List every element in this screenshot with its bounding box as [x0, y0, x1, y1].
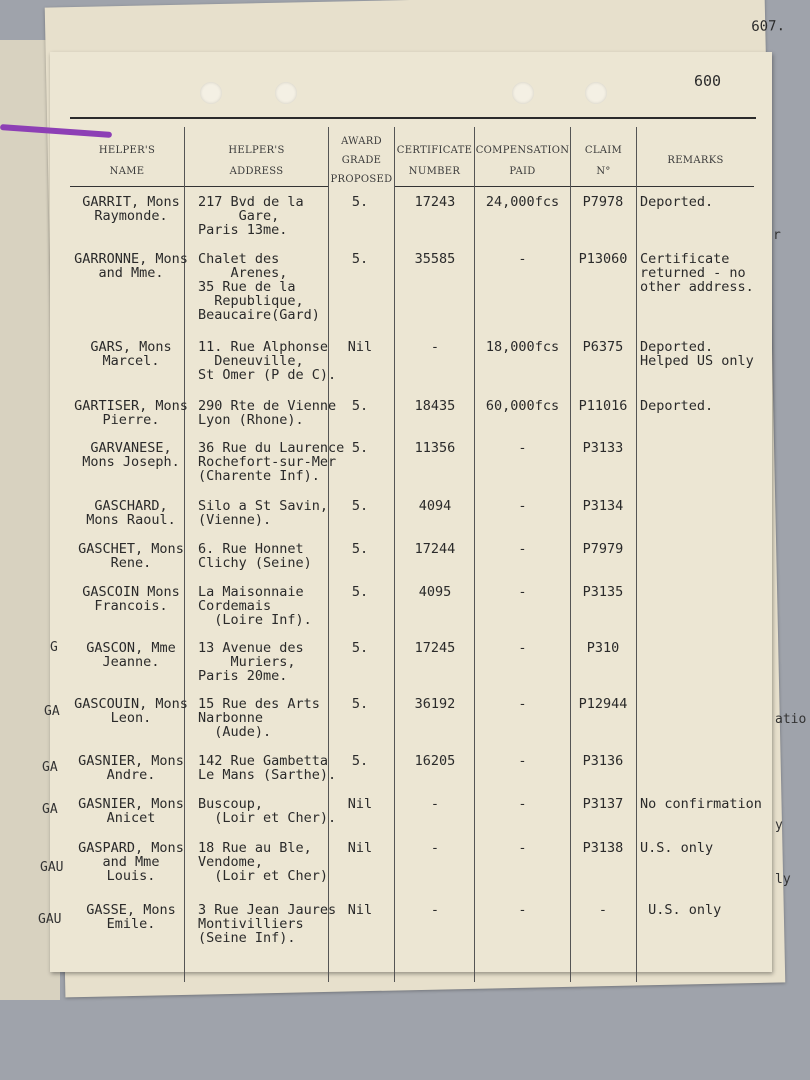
header-address: HELPER'S ADDRESS	[228, 145, 285, 177]
underlying-page-number: 607.	[751, 18, 786, 35]
cell-remarks: U.S. only	[640, 902, 722, 918]
cell-name: GARRONNE, Mons and Mme.	[74, 251, 188, 281]
adjacent-page-fragment: G	[50, 640, 58, 655]
header-rule	[70, 186, 184, 187]
page-number: 600	[694, 72, 722, 90]
cell-remarks: Deported.	[640, 194, 714, 210]
cell-award: 5.	[351, 541, 369, 557]
cell-certificate: 18435	[414, 398, 456, 414]
cell-address: 18 Rue au Ble, Vendome, (Loir et Cher)	[198, 840, 329, 884]
cell-name: GARS, Mons Marcel.	[90, 339, 172, 369]
cell-claim: P310	[586, 640, 620, 656]
punch-hole	[200, 82, 222, 104]
header-rule	[571, 186, 636, 187]
cell-compensation: -	[518, 440, 527, 456]
header-name: HELPER'S NAME	[98, 145, 156, 177]
cell-claim: P3136	[582, 753, 624, 769]
header-remarks: REMARKS	[667, 155, 724, 166]
cell-certificate: -	[430, 796, 440, 812]
cell-address: 142 Rue Gambetta Le Mans (Sarthe).	[198, 753, 337, 783]
cell-certificate: -	[430, 902, 440, 918]
adjacent-page-fragment: GA	[42, 760, 58, 775]
cell-compensation: -	[518, 498, 527, 514]
cell-name: GASCHET, Mons Rene.	[78, 541, 184, 571]
cell-award: 5.	[351, 398, 369, 414]
cell-award: 5.	[351, 498, 369, 514]
cell-certificate: 36192	[414, 696, 456, 712]
cell-remarks: Deported. Helped US only	[640, 339, 754, 369]
top-rule	[70, 117, 756, 119]
header-rule	[637, 186, 754, 187]
column-divider	[570, 127, 571, 982]
cell-compensation: -	[518, 840, 527, 856]
cell-compensation: -	[518, 640, 527, 656]
cell-address: 3 Rue Jean Jaures Montivilliers (Seine Inf).	[198, 902, 337, 946]
cell-award: Nil	[347, 796, 373, 812]
cell-address: 290 Rte de Vienne Lyon (Rhone).	[198, 398, 337, 428]
adjacent-page-fragment: GA	[42, 802, 58, 817]
punch-hole	[512, 82, 534, 104]
column-divider	[636, 127, 637, 982]
cell-certificate: 4095	[418, 584, 452, 600]
header-claim: CLAIM N°	[584, 145, 623, 177]
cell-name: GASSE, Mons Emile.	[86, 902, 176, 932]
cell-certificate: 4094	[418, 498, 452, 514]
cell-compensation: 18,000fcs	[485, 339, 560, 355]
cell-award: 5.	[351, 640, 369, 656]
cell-name: GASCHARD, Mons Raoul.	[86, 498, 176, 528]
cell-certificate: 11356	[414, 440, 456, 456]
cell-name: GASCON, Mme Jeanne.	[86, 640, 176, 670]
cell-address: 36 Rue du Laurence Rochefort-sur-Mer (Charente Inf).	[198, 440, 345, 484]
cell-claim: P12944	[578, 696, 628, 712]
cell-address: Silo a St Savin, (Vienne).	[198, 498, 329, 528]
cell-award: 5.	[351, 251, 369, 267]
cell-claim: P7979	[582, 541, 624, 557]
cell-claim: P3135	[582, 584, 624, 600]
cell-name: GARVANESE, Mons Joseph.	[82, 440, 180, 470]
cell-compensation: -	[518, 902, 527, 918]
adjacent-page-fragment: atio	[775, 712, 807, 727]
cell-certificate: 17244	[414, 541, 456, 557]
cell-award: Nil	[347, 840, 373, 856]
cell-claim: -	[598, 902, 608, 918]
cell-compensation: 60,000fcs	[485, 398, 560, 414]
cell-certificate: 17245	[414, 640, 456, 656]
header-rule	[185, 186, 328, 187]
cell-address: La Maisonnaie Cordemais (Loire Inf).	[198, 584, 312, 628]
cell-claim: P3133	[582, 440, 624, 456]
adjacent-page-fragment: GAU	[38, 912, 62, 927]
cell-compensation: -	[518, 584, 527, 600]
header-compensation: COMPENSATION PAID	[475, 145, 570, 177]
cell-compensation: -	[518, 796, 527, 812]
cell-remarks: No confirmation	[640, 796, 762, 812]
cell-claim: P7978	[582, 194, 624, 210]
cell-name: GASCOIN Mons Francois.	[82, 584, 180, 614]
cell-claim: P13060	[578, 251, 628, 267]
cell-address: 11. Rue Alphonse Deneuville, St Omer (P de C).	[198, 339, 337, 383]
cell-remarks: U.S. only	[640, 840, 714, 856]
cell-certificate: -	[430, 339, 440, 355]
cell-compensation: 24,000fcs	[485, 194, 560, 210]
cell-compensation: -	[518, 696, 527, 712]
cell-certificate: 17243	[414, 194, 456, 210]
adjacent-page-fragment: GAU	[40, 860, 64, 875]
cell-address: Chalet des Arenes, 35 Rue de la Republique, Beaucaire(Gard)	[198, 251, 320, 323]
header-certificate: CERTIFICATE NUMBER	[396, 145, 473, 177]
cell-name: GASNIER, Mons Andre.	[78, 753, 184, 783]
cell-address: 13 Avenue des Muriers, Paris 20me.	[198, 640, 304, 684]
cell-name: GASPARD, Mons and Mme Louis.	[78, 840, 184, 884]
cell-certificate: 16205	[414, 753, 456, 769]
cell-award: 5.	[351, 584, 369, 600]
cell-award: Nil	[347, 902, 373, 918]
cell-award: Nil	[347, 339, 373, 355]
cell-compensation: -	[518, 753, 527, 769]
adjacent-page-fragment: y	[775, 818, 783, 833]
punch-hole	[585, 82, 607, 104]
cell-claim: P6375	[582, 339, 624, 355]
cell-award: 5.	[351, 194, 369, 210]
cell-name: GASCOUIN, Mons Leon.	[74, 696, 188, 726]
cell-name: GARRIT, Mons Raymonde.	[82, 194, 180, 224]
cell-claim: P3137	[582, 796, 624, 812]
cell-address: 217 Bvd de la Gare, Paris 13me.	[198, 194, 304, 238]
header-rule	[395, 186, 474, 187]
cell-address: Buscoup, (Loir et Cher).	[198, 796, 337, 826]
cell-claim: P3138	[582, 840, 624, 856]
cell-certificate: -	[430, 840, 440, 856]
cell-claim: P11016	[578, 398, 628, 414]
cell-certificate: 35585	[414, 251, 456, 267]
adjacent-page-fragment: ly	[775, 872, 791, 887]
cell-claim: P3134	[582, 498, 624, 514]
header-award: AWARD GRADE PROPOSED	[330, 136, 393, 185]
cell-compensation: -	[518, 541, 527, 557]
cell-address: 15 Rue des Arts Narbonne (Aude).	[198, 696, 320, 740]
cell-remarks: Deported.	[640, 398, 714, 414]
cell-award: 5.	[351, 753, 369, 769]
cell-name: GARTISER, Mons Pierre.	[74, 398, 188, 428]
cell-remarks: Certificate returned - no other address.	[640, 251, 754, 295]
cell-name: GASNIER, Mons Anicet	[78, 796, 184, 826]
cell-address: 6. Rue Honnet Clichy (Seine)	[198, 541, 312, 571]
punch-hole	[275, 82, 297, 104]
adjacent-page-fragment: r	[773, 228, 781, 243]
document-page	[50, 52, 772, 972]
cell-award: 5.	[351, 696, 369, 712]
cell-award: 5.	[351, 440, 369, 456]
cell-compensation: -	[518, 251, 527, 267]
adjacent-page-fragment: GA	[44, 704, 60, 719]
header-rule	[475, 186, 570, 187]
